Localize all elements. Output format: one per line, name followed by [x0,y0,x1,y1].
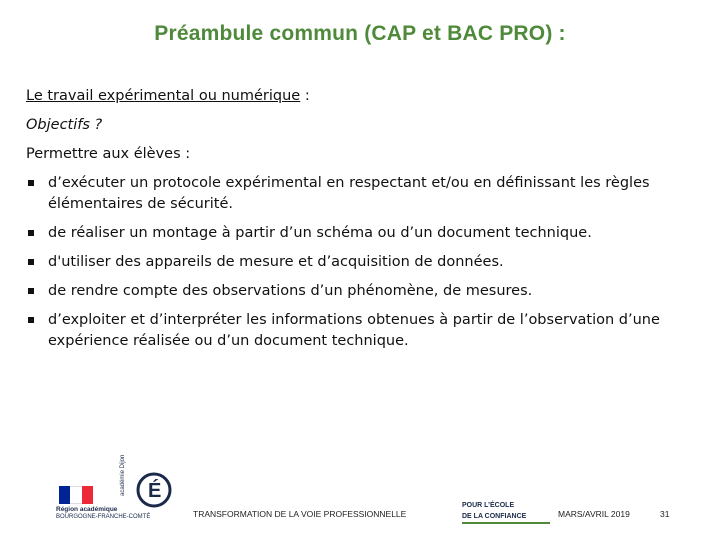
main-content [26,86,676,360]
objectifs-label: Objectifs ? [26,117,103,133]
region-logo-text: Région académique BOURGOGNE-FRANCHE-COMTÉ [56,506,151,520]
ecole-confiance-logo [462,498,554,528]
footer-date: MARS/AVRIL 2019 [558,509,630,519]
footer [0,454,720,540]
intro-text: Permettre aux élèves : [26,146,191,162]
list-item-text: de réaliser un montage à partir d’un schéma ou d’un document technique. [48,225,592,241]
list-item [26,223,676,244]
list-item [26,281,676,302]
page-title: Préambule commun (CAP et BAC PRO) : [154,22,566,45]
confiance-line-2: DE LA CONFIANCE [462,513,527,520]
region-academique-logo [56,454,176,528]
square-bullet-icon [28,259,34,265]
square-bullet-icon [28,230,34,236]
svg-text:académie Dijon: académie Dijon [120,454,126,496]
confiance-line-1: POUR L’ÉCOLE [462,502,515,509]
square-bullet-icon [28,317,34,323]
academie-dijon-logo-icon [120,454,172,514]
list-item-text: d'utiliser des appareils de mesure et d’acquisition de données. [48,254,504,270]
footer-center-text: TRANSFORMATION DE LA VOIE PROFESSIONNELLE [193,509,407,519]
square-bullet-icon [28,288,34,294]
svg-text:É: É [148,480,162,502]
list-item-text: de rendre compte des observations d’un phénomène, de mesures. [48,283,533,299]
page-number: 31 [660,509,670,519]
list-item-text: d’exécuter un protocole expérimental en respectant et/ou en définissant les règles élémentaires de sécurité. [48,175,650,212]
section-heading: Le travail expérimental ou numérique [26,88,301,104]
square-bullet-icon [28,180,34,186]
section-heading-line [26,86,676,107]
confiance-underline [462,522,550,524]
section-heading-suffix: : [300,88,310,104]
list-item [26,252,676,273]
objectives-list [26,173,676,352]
french-flag-icon [59,486,93,504]
list-item [26,173,676,215]
list-item-text: d’exploiter et d’interpréter les informations obtenues à partir de l’observation d’une expérience réalisée ou d’un document technique. [48,312,660,349]
list-item [26,310,676,352]
